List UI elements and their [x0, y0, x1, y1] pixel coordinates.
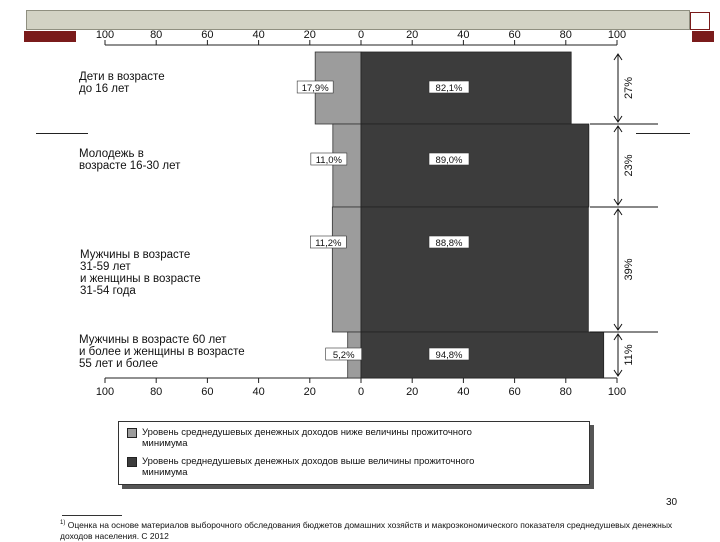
tick-label-bottom: 20: [303, 386, 316, 398]
category-label: Молодежь в возрасте 16-30 лет: [79, 148, 181, 172]
group-share-label: 27%: [623, 76, 635, 100]
bar-label-below: 11,0%: [315, 155, 342, 166]
bar-label-below: 17,9%: [301, 83, 329, 94]
tick-label-top: 40: [457, 29, 470, 41]
tick-label-bottom: 80: [559, 386, 572, 398]
bar-above: [361, 124, 589, 207]
tick-label-top: 60: [508, 29, 521, 41]
category-label: Дети в возрасте до 16 лет: [79, 71, 165, 95]
tick-label-bottom: 0: [357, 386, 365, 398]
legend-item-below: [127, 427, 582, 449]
tick-label-top: 40: [252, 29, 265, 41]
tick-label-bottom: 20: [406, 386, 419, 398]
group-share-label: 39%: [623, 258, 635, 281]
side-rule-right: [636, 133, 690, 134]
legend-swatch-below: [127, 428, 137, 438]
bar-label-above: 82,1%: [435, 83, 463, 94]
page-number: 30: [666, 497, 678, 508]
bars: [315, 52, 604, 378]
side-rule-left: [36, 133, 88, 134]
group-share-label: 11%: [623, 344, 635, 366]
bar-label-above: 88,8%: [435, 238, 463, 249]
tick-label-top: 20: [406, 29, 419, 41]
footnote: [60, 518, 680, 542]
tick-label-top: 60: [201, 29, 214, 41]
tick-label-bottom: 60: [201, 386, 214, 398]
tick-label-bottom: 80: [150, 386, 163, 398]
bar-label-above: 89,0%: [435, 155, 463, 166]
tick-label-top: 100: [95, 29, 115, 41]
x-axis-top: [96, 29, 626, 45]
footnote-marker: 1): [60, 520, 66, 526]
legend-item-above: [127, 456, 582, 478]
bar-above: [361, 207, 588, 332]
legend-label-above: Уровень среднедушевых денежных доходов выше величины прожиточного минимума: [142, 456, 475, 478]
tick-label-top: 0: [357, 29, 365, 41]
tick-label-top: 20: [303, 29, 316, 41]
tick-label-bottom: 40: [252, 386, 265, 398]
footnote-text: Оценка на основе материалов выборочного обследования бюджетов домашних хозяйств и макроэкономического показателя среднедушевых денежных доходов населения. С 2012: [60, 519, 673, 541]
bar-label-below: 5,2%: [332, 350, 355, 361]
tick-label-bottom: 100: [607, 386, 627, 398]
tick-label-top: 80: [150, 29, 163, 41]
tick-label-bottom: 60: [508, 386, 521, 398]
category-label: Мужчины в возрасте 31-59 лет и женщины в возрасте 31-54 года: [80, 249, 201, 297]
bar-label-below: 11,2%: [315, 238, 342, 249]
legend-label-below: Уровень среднедушевых денежных доходов ниже величины прожиточного минимума: [142, 427, 472, 449]
footnote-rule: [62, 515, 122, 516]
bar-below: [332, 207, 361, 332]
legend: [118, 421, 590, 485]
tick-label-bottom: 40: [457, 386, 470, 398]
group-brackets: [590, 54, 658, 376]
tick-label-bottom: 100: [95, 386, 115, 398]
tick-label-top: 100: [607, 29, 627, 41]
x-axis-bottom: [96, 378, 626, 398]
tick-label-top: 80: [559, 29, 572, 41]
bar-above: [361, 332, 604, 378]
bar-label-above: 94,8%: [435, 350, 463, 361]
group-share-label: 23%: [623, 154, 635, 177]
category-label: Мужчины в возрасте 60 лет и более и женщины в возрасте 55 лет и более: [79, 334, 245, 370]
legend-swatch-above: [127, 457, 137, 467]
